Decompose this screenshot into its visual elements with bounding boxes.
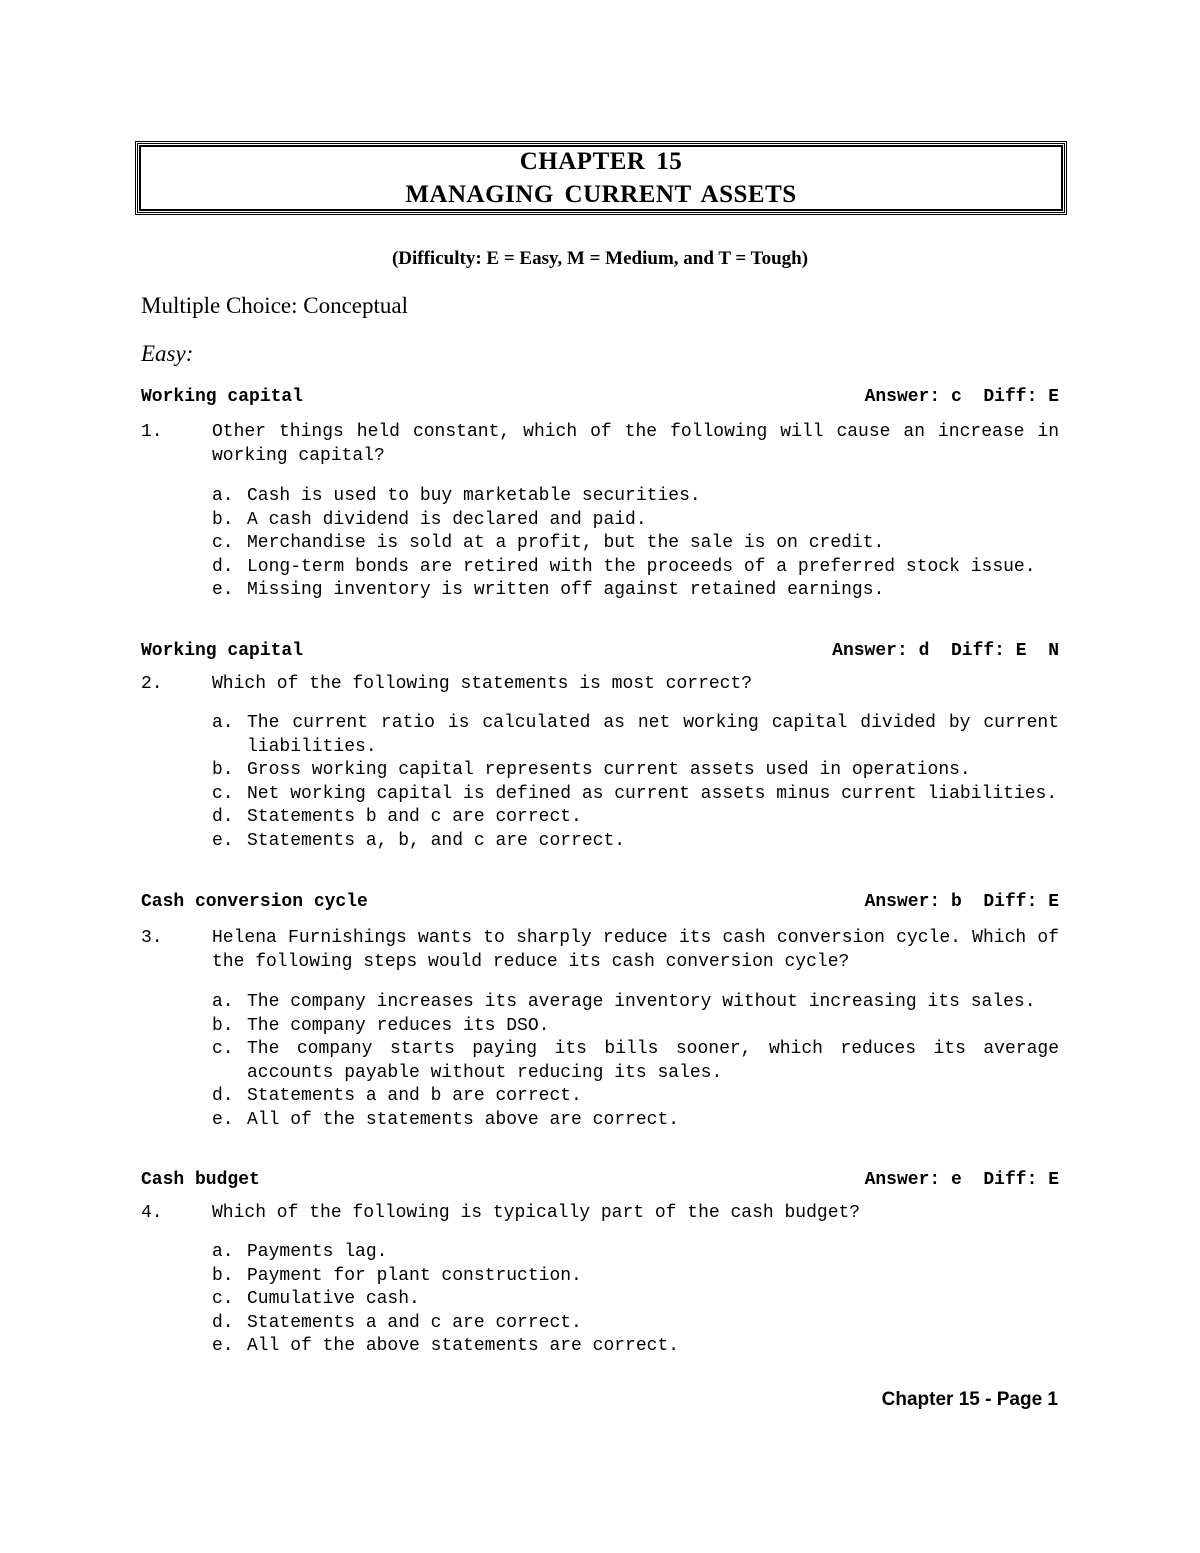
choice-letter: c. [212,1289,234,1309]
choice-text: Merchandise is sold at a profit, but the sale is on credit. [247,533,885,553]
choice-text: Statements b and c are correct. [247,807,582,827]
question-number: 3. [141,928,163,948]
choice-text: Cumulative cash. [247,1289,420,1309]
choice-text: Statements a and b are correct. [247,1086,582,1106]
choice [212,1288,1059,1312]
choice [212,991,1059,1015]
chapter-number: CHAPTER 15 [519,148,683,175]
choice [212,579,1059,603]
choice-letter: e. [212,830,234,851]
choice-letter: c. [212,533,234,553]
question-text: Other things held constant, which of the following will cause an increase in working capital? [212,422,1059,466]
page-footer: Chapter 15 - Page 1 [881,1389,1058,1410]
choice [212,1038,1059,1085]
choice-letter: b. [212,760,234,780]
choice [212,556,1059,580]
question-number: 4. [141,1203,163,1223]
choice-text: Cash is used to buy marketable securities. [247,486,701,506]
choice-letter: e. [212,580,234,600]
question-header [141,1168,1059,1192]
choice-text: All of the statements above are correct. [247,1109,680,1130]
choice-text: Missing inventory is written off against retained earnings. [247,580,885,600]
answer-choices [212,712,1059,853]
choice [212,485,1059,509]
choice [212,806,1059,830]
chapter-title-inner [139,145,1063,211]
choice [212,1241,1059,1265]
question-header [141,890,1059,914]
choice-letter: a. [212,713,234,733]
choice-letter: d. [212,556,234,577]
choice-text: The company increases its average inventory without increasing its sales. [247,992,1036,1012]
choice-text: The current ratio is calculated as net working capital divided by current liabilities. [247,713,1059,757]
choice [212,712,1059,759]
question-topic: Cash conversion cycle [141,892,368,912]
choice-letter: d. [212,1086,234,1106]
choice [212,1015,1059,1039]
question-text: Helena Furnishings wants to sharply reduce its cash conversion cycle. Which of the following steps would reduce its cash conversion cycle? [212,928,1059,972]
choice-letter: b. [212,1015,234,1036]
choice-text: Long-term bonds are retired with the proceeds of a preferred stock issue. [247,556,1036,577]
answer-choices [212,991,1059,1132]
answer-difficulty: Answer: d Diff: E N [832,641,1059,661]
choice-text: Payment for plant construction. [247,1265,582,1286]
choice [212,509,1059,533]
question-number: 1. [141,422,163,442]
answer-choices [212,485,1059,603]
choice-text: The company starts paying its bills sooner, which reduces its average accounts payable without reducing its sales. [247,1039,1059,1083]
choice-text: A cash dividend is declared and paid. [247,509,647,530]
choice [212,830,1059,854]
choice-letter: c. [212,783,234,804]
choice [212,1312,1059,1336]
answer-difficulty: Answer: e Diff: E [864,1170,1059,1190]
choice-text: The company reduces its DSO. [247,1015,550,1036]
choice-letter: d. [212,1312,234,1333]
question-header [141,385,1059,409]
choice [212,532,1059,556]
choice-text: Statements a, b, and c are correct. [247,830,626,851]
choice-letter: a. [212,992,234,1012]
choice [212,1335,1059,1359]
question-topic: Working capital [141,387,304,407]
choice-letter: d. [212,807,234,827]
question-text: Which of the following is typically part of the cash budget? [212,1203,861,1223]
choice-letter: a. [212,1242,234,1262]
choice [212,759,1059,783]
choice-text: All of the above statements are correct. [247,1336,680,1356]
choice [212,1265,1059,1289]
choice-text: Gross working capital represents current assets used in operations. [247,760,971,780]
choice [212,783,1059,807]
choice-letter: e. [212,1336,234,1356]
choice-letter: b. [212,1265,234,1286]
choice [212,1085,1059,1109]
answer-difficulty: Answer: b Diff: E [864,892,1059,912]
section-heading: Multiple Choice: Conceptual [141,293,409,318]
question-topic: Working capital [141,641,304,661]
chapter-title-box [135,141,1067,215]
question-header [141,639,1059,663]
difficulty-note: (Difficulty: E = Easy, M = Medium, and T = Tough) [391,248,809,269]
choice-text: Payments lag. [247,1242,388,1262]
question-topic: Cash budget [141,1170,260,1190]
answer-choices [212,1241,1059,1359]
choice-letter: c. [212,1039,234,1059]
choice-letter: b. [212,509,234,530]
question-number: 2. [141,674,163,694]
choice [212,1109,1059,1133]
choice-letter: a. [212,486,234,506]
answer-difficulty: Answer: c Diff: E [864,387,1059,407]
question-text: Which of the following statements is most correct? [212,674,753,694]
choice-letter: e. [212,1109,234,1130]
level-heading: Easy: [141,341,194,366]
chapter-title: MANAGING CURRENT ASSETS [405,181,797,208]
choice-text: Statements a and c are correct. [247,1312,582,1333]
choice-text: Net working capital is defined as current assets minus current liabilities. [247,783,1058,804]
